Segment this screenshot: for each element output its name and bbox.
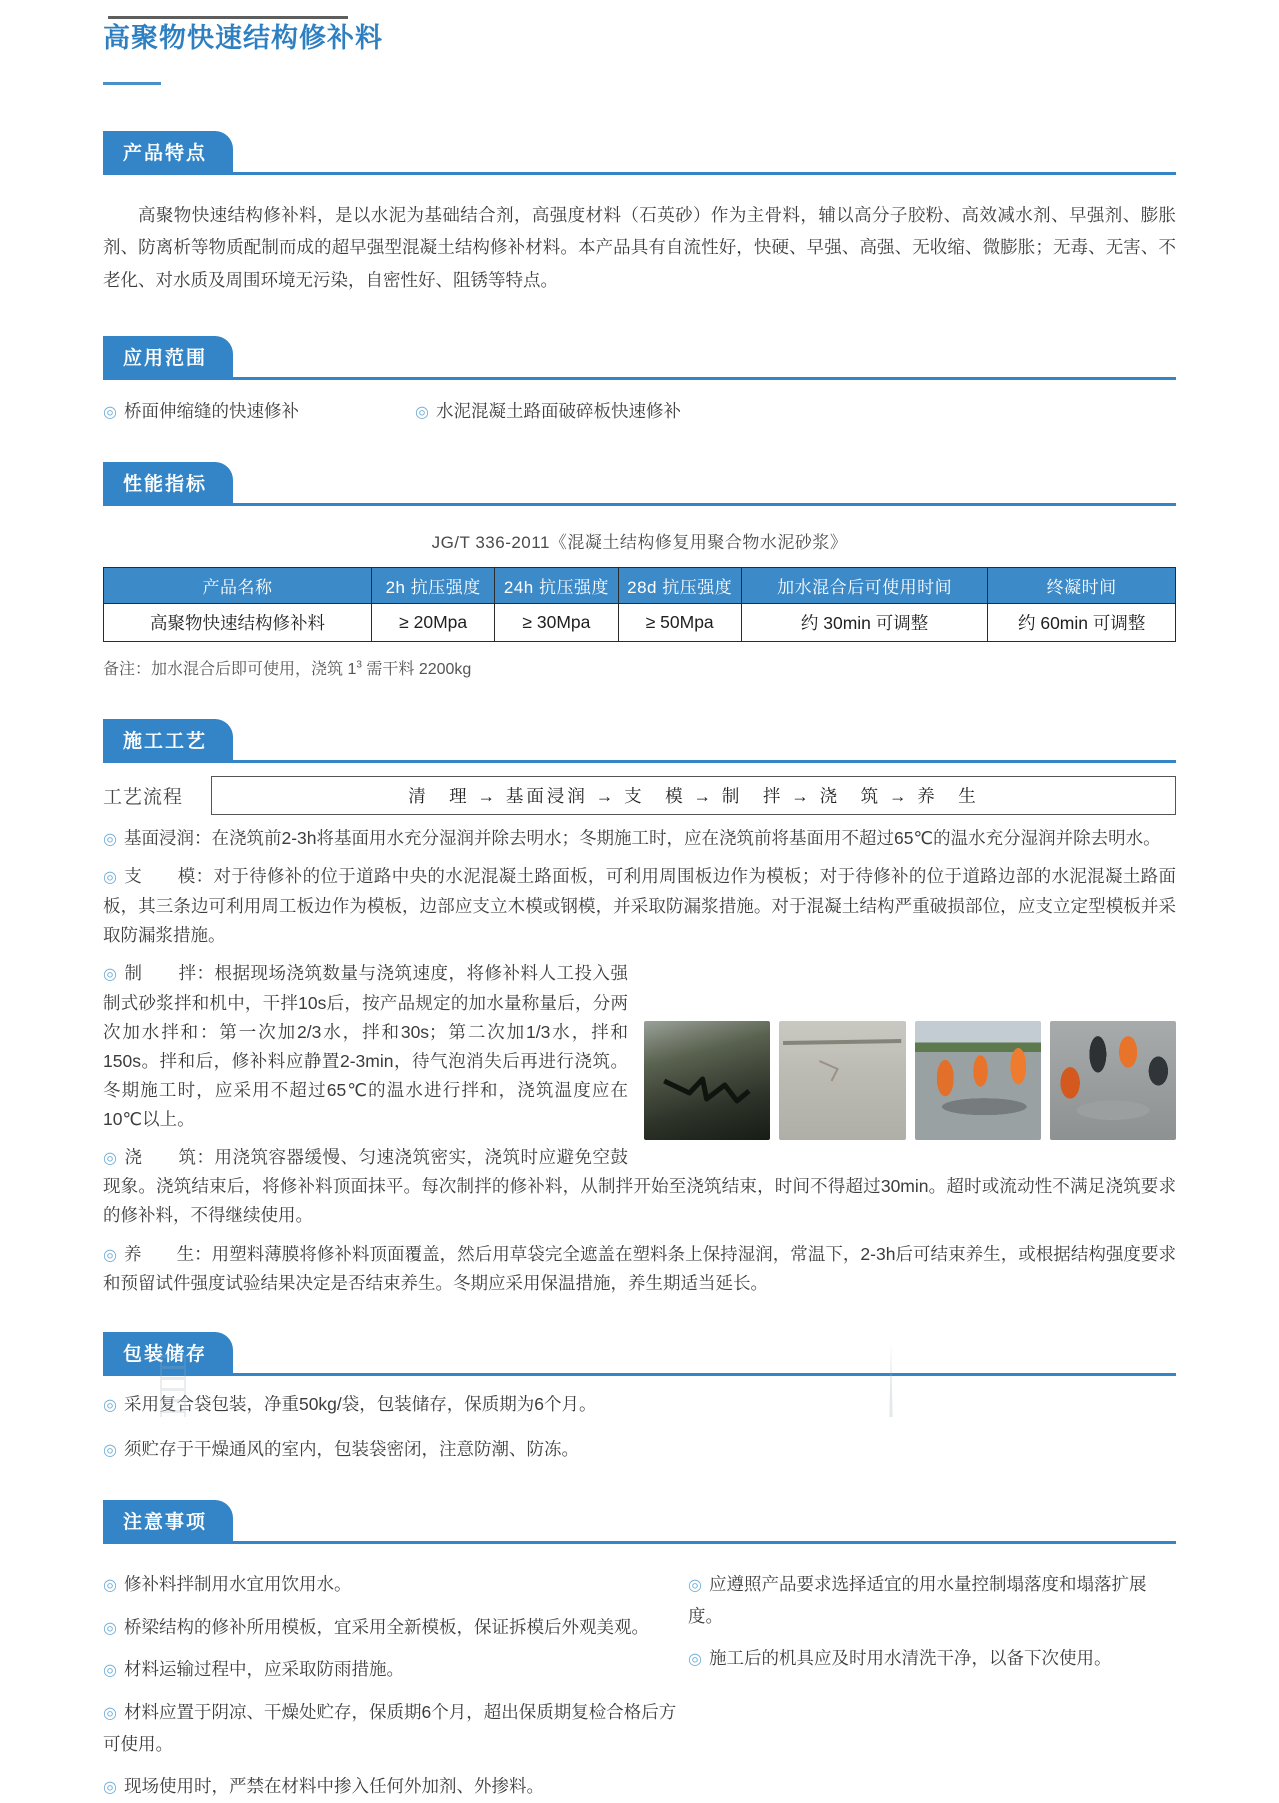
step-pouring: [103, 1143, 1176, 1231]
step-term: 制 拌: [124, 963, 197, 984]
packaging-item-label: 须贮存于干燥通风的室内，包装袋密闭，注意防潮、防冻。: [123, 1438, 579, 1459]
title-underline: [103, 82, 161, 85]
packaging-item: [103, 1434, 1176, 1466]
ring-bullet-icon: ◎: [103, 830, 117, 848]
precaution-item: [688, 1569, 1176, 1632]
precaution-item: [103, 1697, 688, 1760]
ring-bullet-icon: ◎: [103, 1149, 118, 1167]
application-item: [103, 396, 415, 428]
packaging-item-label: 采用复合袋包装，净重50kg/袋，包装储存，保质期为6个月。: [123, 1394, 597, 1415]
step-text: ：在浇筑前2-3h将基面用水充分湿润并除去明水；冬期施工时，应在浇筑前将基面用不超过65℃的温水充分湿润并除去明水。: [193, 827, 1161, 848]
step-term: 基面浸润: [123, 827, 194, 848]
precaution-item-label: 桥梁结构的修补所用模板，宜采用全新模板，保证拆模后外观美观。: [123, 1616, 649, 1637]
precaution-item-label: 修补料拌制用水宜用饮用水。: [123, 1573, 352, 1594]
table-cell: ≥ 50Mpa: [618, 603, 741, 641]
section-header-notes: [103, 1500, 1176, 1544]
step-text: ：根据现场浇筑数量与浇筑速度，将修补料人工投入强制式砂浆拌和机中，干拌10s后，按产品规定的加水量称量后，分两次加水拌和：第一次加2/3水，拌和30s；第二次加1/3水，拌和150s。拌和后，修补料应静置2-3min，待气泡消失后再进行浇筑。冬期施工时，应采用不超过65℃的温水进行拌和，浇筑温度应在10℃以上。: [103, 963, 629, 1129]
standard-reference: JG/T 336-2011《混凝土结构修复用聚合物水泥砂浆》: [431, 532, 848, 552]
table-header-cell: 28d 抗压强度: [618, 567, 741, 603]
step-term: 支 模: [124, 866, 196, 887]
ring-bullet-icon: ◎: [415, 404, 429, 422]
precautions-left-column: [103, 1558, 688, 1803]
ring-bullet-icon: ◎: [103, 1619, 117, 1637]
site-photo-strip: [644, 1021, 1176, 1140]
note-suffix: 需干料 2200kg: [361, 660, 472, 678]
ring-bullet-icon: ◎: [103, 1705, 117, 1723]
precaution-item: [103, 1612, 688, 1644]
tab-product-features: 产品特点: [103, 131, 233, 172]
features-paragraph: 高聚物快速结构修补料，是以水泥为基础结合剂，高强度材料（石英砂）作为主骨料，辅以高分子胶粉、高效减水剂、早强剂、膨胀剂、防离析等物质配制而成的超早强型混凝土结构修补材料。本产品具有自流性好，快硬、早强、高强、无收缩、微膨胀；无毒、无害、不老化、对水质及周围环境无污染，自密性好、阻锈等特点。: [103, 205, 1176, 290]
ring-bullet-icon: ◎: [688, 1576, 702, 1594]
ring-bullet-icon: ◎: [103, 404, 117, 422]
section-header-construction: [103, 719, 1176, 763]
precaution-item: [688, 1643, 1176, 1675]
page-title: 高聚物快速结构修补料: [103, 23, 383, 53]
ring-bullet-icon: ◎: [103, 1779, 117, 1797]
tab-construction-process: 施工工艺: [103, 719, 233, 760]
table-header-cell: 2h 抗压强度: [372, 567, 495, 603]
table-header-cell: 24h 抗压强度: [495, 567, 618, 603]
photo-workers-road-repair: [915, 1021, 1041, 1140]
ring-bullet-icon: ◎: [103, 869, 118, 887]
note-superscript: 3: [356, 659, 362, 671]
application-item: [415, 396, 727, 428]
ring-bullet-icon: ◎: [103, 1576, 117, 1594]
step-text: ：对于待修补的位于道路中央的水泥混凝土路面板，可利用周围板边作为模板；对于待修补的位于道路边部的水泥混凝土路面板，其三条边可利用周工板边作为模板，边部应支立木模或钢模，并采取防漏浆措施。对于混凝土结构严重破损部位，应支立定型模板并采取防漏浆措施。: [103, 866, 1176, 946]
table-cell: ≥ 30Mpa: [495, 603, 618, 641]
precaution-item-label: 材料运输过程中，应采取防雨措施。: [123, 1659, 404, 1680]
step-base-wetting: [103, 824, 1176, 854]
table-body: [104, 603, 1176, 641]
table-cell: 高聚物快速结构修补料: [104, 603, 372, 641]
ring-bullet-icon: ◎: [103, 1441, 117, 1459]
ring-bullet-icon: ◎: [103, 1397, 117, 1415]
step-text: ：用浇筑容器缓慢、匀速浇筑密实，浇筑时应避免空鼓现象。浇筑结束后，将修补料顶面抹平。每次制拌的修补料，从制拌开始至浇筑结束，时间不得超过30min。超时或流动性不满足浇筑要求的修补料，不得继续使用。: [103, 1146, 1176, 1226]
step-curing: [103, 1240, 1176, 1299]
flow-diagram-box: 清 理 → 基面浸润 → 支 模 → 制 拌 → 浇 筑 → 养 生: [211, 776, 1176, 815]
photo-workers-pouring-closeup: [1050, 1021, 1176, 1140]
precaution-item-label: 现场使用时，严禁在材料中掺入任何外加剂、外掺料。: [123, 1776, 544, 1797]
application-item-label: 桥面伸缩缝的快速修补: [123, 401, 299, 422]
table-cell: ≥ 20Mpa: [372, 603, 495, 641]
tab-packaging-storage: 包装储存: [103, 1332, 233, 1373]
tab-performance-index: 性能指标: [103, 462, 233, 503]
section-header-performance: [103, 462, 1176, 506]
table-header-cell: 加水混合后可使用时间: [741, 567, 988, 603]
precaution-item: [103, 1771, 688, 1803]
section-header-features: [103, 131, 1176, 175]
precaution-item-label: 施工后的机具应及时用水清洗干净，以备下次使用。: [708, 1648, 1112, 1669]
precaution-item: [103, 1654, 688, 1686]
step-term: 浇 筑: [124, 1146, 197, 1167]
packaging-item: [103, 1389, 1176, 1421]
section-header-packaging: [103, 1332, 1176, 1376]
document-page: [0, 16, 1279, 1803]
precaution-item: [103, 1569, 688, 1601]
flow-label: 工艺流程: [103, 786, 184, 808]
table-header-cell: 产品名称: [104, 567, 372, 603]
tab-application-scope: 应用范围: [103, 336, 233, 377]
process-flow-row: [103, 776, 1176, 815]
step-mixing: [103, 959, 1176, 1134]
tab-precautions: 注意事项: [103, 1500, 233, 1541]
precautions-columns: [103, 1558, 1176, 1803]
application-items: [103, 396, 1176, 428]
precautions-right-column: [688, 1558, 1176, 1803]
table-header-cell: 终凝时间: [988, 567, 1176, 603]
ring-bullet-icon: ◎: [103, 1246, 117, 1264]
ring-bullet-icon: ◎: [103, 1662, 117, 1680]
note-prefix: 备注：加水混合后即可使用，浇筑 1: [103, 660, 357, 678]
photo-concrete-surface-crack: [779, 1021, 905, 1140]
precaution-item-label: 材料应置于阴凉、干燥处贮存，保质期6个月，超出保质期复检合格后方可使用。: [103, 1702, 677, 1754]
table-header-row: [104, 567, 1176, 603]
application-item-label: 水泥混凝土路面破碎板快速修补: [435, 401, 681, 422]
table-note: [103, 656, 1176, 679]
table-cell: 约 30min 可调整: [741, 603, 988, 641]
ring-bullet-icon: ◎: [688, 1651, 702, 1669]
performance-table: [103, 567, 1176, 642]
step-text: ：用塑料薄膜将修补料顶面覆盖，然后用草袋完全遮盖在塑料条上保持湿润，常温下，2-3h后可结束养生，或根据结构强度要求和预留试件强度试验结果决定是否结束养生。冬期应采用保温措施，养生期适当延长。: [103, 1243, 1176, 1294]
precaution-item-label: 应遵照产品要求选择适宜的用水量控制塌落度和塌落扩展度。: [688, 1573, 1147, 1626]
step-formwork: [103, 862, 1176, 950]
ring-bullet-icon: ◎: [103, 966, 118, 984]
section-header-application: [103, 336, 1176, 380]
table-row: [104, 603, 1176, 641]
table-cell: 约 60min 可调整: [988, 603, 1176, 641]
step-term: 养 生: [124, 1243, 195, 1264]
photo-dark-pavement-crack: [644, 1021, 770, 1140]
